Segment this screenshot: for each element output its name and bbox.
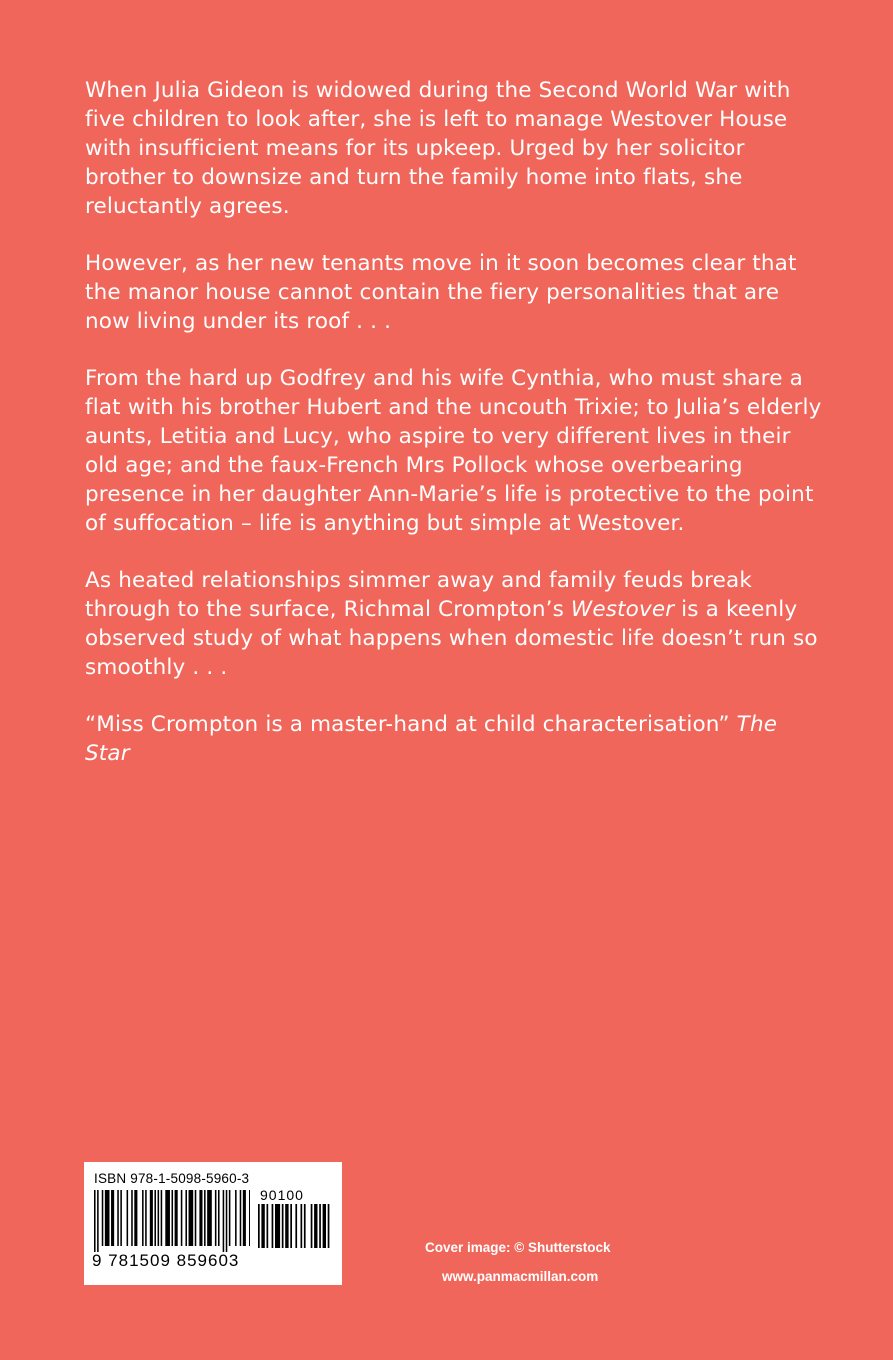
price-addon-bars bbox=[258, 1204, 334, 1254]
barcode-bar bbox=[111, 1190, 114, 1246]
blurb-paragraph-3: From the hard up Godfrey and his wife Cynthia, who must share a flat with his brother Hubert and the uncouth Trixie; to Julia’s elderly aunts, Letitia and Lucy, who aspire to very different lives in their old age; and the faux-French Mrs Pollock whose overbearing presence in her daughter Ann-Marie’s life is protective to the point of suffocation – life is anything but simple at Westover. bbox=[85, 366, 822, 536]
barcode-bar bbox=[323, 1204, 326, 1248]
barcode-bar bbox=[120, 1190, 122, 1246]
back-cover-blurb bbox=[85, 76, 825, 796]
barcode-bar bbox=[145, 1190, 147, 1246]
barcode-bar bbox=[94, 1190, 96, 1252]
barcode-bar bbox=[165, 1190, 170, 1246]
barcode-bar bbox=[154, 1190, 156, 1246]
barcode-bar bbox=[282, 1204, 284, 1248]
blurb-paragraph-4-end: is a keenly observed study of what happens when domestic life doesn’t run so smoothly . . . bbox=[85, 597, 818, 680]
barcode-bar bbox=[142, 1190, 144, 1246]
barcode-bar bbox=[172, 1190, 174, 1246]
barcode-bar bbox=[249, 1190, 250, 1246]
barcode-bar bbox=[105, 1190, 110, 1246]
barcode-bar bbox=[134, 1190, 137, 1246]
blurb-paragraph-4-start: As heated relationships simmer away and family feuds break through to the surface, Richmal Crompton’s bbox=[85, 568, 752, 622]
barcode-bar bbox=[102, 1190, 104, 1246]
barcode-bar bbox=[301, 1204, 303, 1248]
barcode-bar bbox=[207, 1190, 212, 1246]
barcode-bar bbox=[204, 1190, 206, 1246]
barcode-bar bbox=[272, 1204, 274, 1248]
barcode-bar bbox=[258, 1204, 260, 1248]
barcode-bar bbox=[158, 1190, 160, 1246]
barcode-bar bbox=[215, 1190, 217, 1246]
barcode-bar bbox=[131, 1190, 133, 1246]
barcode-bar bbox=[275, 1204, 280, 1248]
barcode-bar bbox=[175, 1190, 178, 1246]
barcode-bar bbox=[235, 1190, 237, 1246]
quote-text: “Miss Crompton is a master-hand at child characterisation” bbox=[85, 712, 730, 737]
barcode-bar bbox=[161, 1190, 163, 1246]
publisher-website: www.panmacmillan.com bbox=[442, 1269, 599, 1284]
review-quote bbox=[85, 710, 825, 768]
barcode-bar bbox=[243, 1190, 246, 1246]
cover-image-credit: Cover image: © Shutterstock bbox=[425, 1240, 611, 1255]
barcode-bar bbox=[189, 1190, 194, 1246]
barcode-bar bbox=[328, 1204, 330, 1248]
price-addon-digits: 90100 bbox=[260, 1187, 304, 1203]
blurb-paragraph-4 bbox=[85, 566, 825, 682]
barcode-bar bbox=[150, 1190, 153, 1246]
barcode-bar bbox=[223, 1190, 225, 1252]
barcode-bar bbox=[290, 1204, 292, 1248]
isbn-label: ISBN 978-1-5098-5960-3 bbox=[94, 1171, 250, 1186]
book-title: Westover bbox=[570, 597, 675, 622]
barcode-bar bbox=[261, 1204, 264, 1248]
barcode-bar bbox=[195, 1190, 197, 1246]
barcode-bar bbox=[311, 1204, 313, 1248]
quote-source: The Star bbox=[85, 712, 778, 766]
blurb-paragraph-2: However, as her new tenants move in it soon becomes clear that the manor house cannot contain the fiery personalities that are now living under its roof . . . bbox=[85, 251, 797, 334]
ean13-barcode-bars bbox=[94, 1190, 250, 1252]
barcode-bar bbox=[97, 1190, 99, 1252]
barcode-bar bbox=[240, 1190, 242, 1246]
barcode-bar bbox=[185, 1190, 187, 1246]
barcode-bar bbox=[199, 1190, 202, 1246]
barcode-bar bbox=[295, 1204, 297, 1248]
barcode-bar bbox=[226, 1190, 228, 1252]
barcode-bar bbox=[229, 1190, 231, 1246]
barcode-bar bbox=[218, 1190, 220, 1246]
barcode-bar bbox=[285, 1204, 288, 1248]
barcode-bar bbox=[319, 1204, 321, 1248]
isbn-barcode bbox=[84, 1162, 342, 1285]
ean-digits: 9 781509 859603 bbox=[92, 1251, 240, 1270]
barcode-bar bbox=[117, 1190, 119, 1246]
barcode-bar bbox=[304, 1204, 306, 1248]
barcode-bar bbox=[181, 1190, 183, 1246]
barcode-bar bbox=[267, 1204, 269, 1248]
barcode-bar bbox=[127, 1190, 129, 1246]
blurb-paragraph-1: When Julia Gideon is widowed during the Second World War with five children to look after, she is left to manage Westover House with insufficient means for its upkeep. Urged by her solicitor brother to downsize and turn the family home into flats, she reluctantly agrees. bbox=[85, 78, 791, 219]
barcode-bar bbox=[314, 1204, 317, 1248]
